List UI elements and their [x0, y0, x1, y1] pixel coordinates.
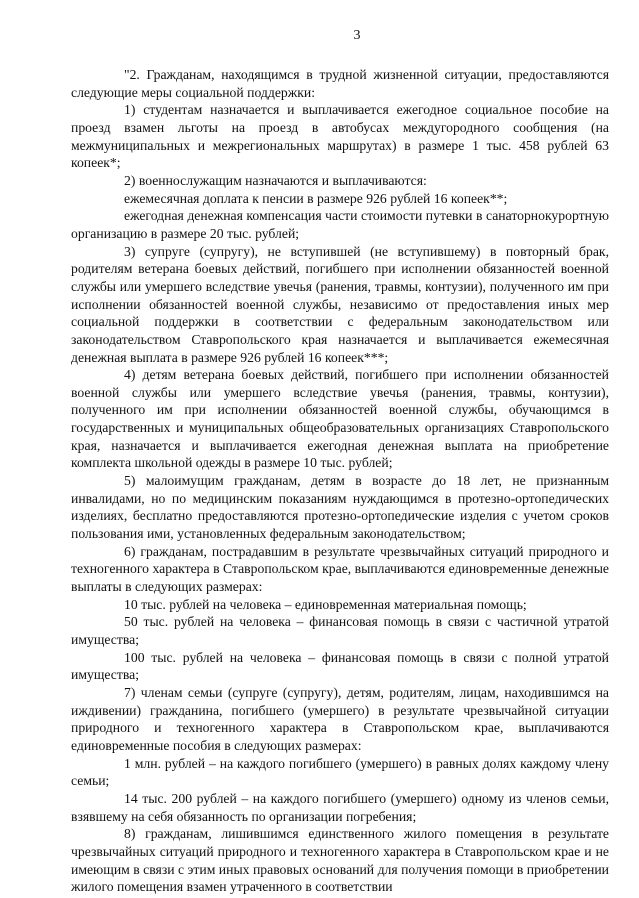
paragraph-item-7-14k: 14 тыс. 200 рублей – на каждого погибшего (умершего) одному из членов семьи, взявшему на себя обязанность по организации погребения;: [71, 790, 609, 824]
paragraph-item-7-1m: 1 млн. рублей – на каждого погибшего (умершего) в равных долях каждому члену семьи;: [71, 755, 609, 789]
paragraph-item-6-10k: 10 тыс. рублей на человека – единовременная материальная помощь;: [124, 596, 527, 612]
paragraph-item-1: 1) студентам назначается и выплачивается ежегодное социальное пособие на проезд взамен льготы на проезд в автобусах междугородного сообщения (на межмуниципальных и межрегиональных маршрутах) в размере 1 тыс. 458 рублей 63 копеек*;: [71, 102, 609, 171]
paragraph-item-2-pension: ежемесячная доплата к пенсии в размере 926 рублей 16 копеек**;: [124, 190, 508, 206]
paragraph-item-7: 7) членам семьи (супруге (супругу), детям, родителям, лицам, находившимся на иждивении) гражданина, погибшего (умершего) в результате чрезвычайной ситуации природного и техногенного характера в Ставропольском крае, выплачиваются единовременные пособия в следующих размерах:: [71, 684, 609, 753]
page-number: 3: [353, 28, 361, 43]
paragraph-item-8: 8) гражданам, лишившимся единственного жилого помещения в результате чрезвычайных ситуаций природного и техногенного характера в Ставропольском крае и не имеющим в связи с этим иных правовых оснований для получения помощи в приобретении жилого помещения взамен утраченного в соответствии: [71, 826, 609, 895]
paragraph-item-4: 4) детям ветерана боевых действий, погибшего при исполнении обязанностей военной службы или умершего вследствие увечья (ранения, травмы, контузии), полученного им при исполнении обязанностей военной службы, обучающимся в государственных и муниципальных общеобразовательных организациях Ставропольского края, назначается и выплачивается ежегодная денежная выплата на приобретение комплекта школьной одежды в размере 10 тыс. рублей;: [71, 367, 609, 471]
paragraph-intro: "2. Гражданам, находящимся в трудной жизненной ситуации, предоставляются следующие меры социальной поддержки:: [71, 67, 609, 100]
paragraph-item-5: 5) малоимущим гражданам, детям в возрасте до 18 лет, не признанным инвалидами, но по медицинским показаниям нуждающимся в протезно-ортопедических изделиях, бесплатно предоставляются протезно-ортопедические изделия с учетом сроков пользования ими, установленных федеральным законодательством;: [71, 473, 609, 542]
paragraph-item-6: 6) гражданам, пострадавшим в результате чрезвычайных ситуаций природного и техногенного характера в Ставропольском крае, выплачиваются единовременные денежные выплаты в следующих размерах:: [71, 543, 609, 595]
paragraph-item-2: 2) военнослужащим назначаются и выплачиваются:: [124, 172, 427, 188]
paragraph-item-6-100k: 100 тыс. рублей на человека – финансовая помощь в связи с полной утратой имущества;: [71, 649, 609, 683]
paragraph-item-6-50k: 50 тыс. рублей на человека – финансовая помощь в связи с частичной утратой имущества;: [71, 614, 609, 647]
paragraph-item-3: 3) супруге (супругу), не вступившей (не вступившему) в повторный брак, родителям ветерана боевых действий, погибшего при исполнении обязанностей военной службы или умершего вследствие увечья (ранения, травмы, контузии), полученного им при исполнении обязанностей военной службы, независимо от предоставления иных мер социальной поддержки в соответствии с федеральным законодательством или законодательством Ставропольского края назначается и выплачивается ежемесячная денежная выплата в размере 926 рублей 16 копеек***;: [71, 243, 609, 365]
document-body: [71, 66, 609, 896]
paragraph-item-2-compensation: ежегодная денежная компенсация части стоимости путевки в санаторнокурортную организацию в размере 20 тыс. рублей;: [71, 208, 609, 241]
